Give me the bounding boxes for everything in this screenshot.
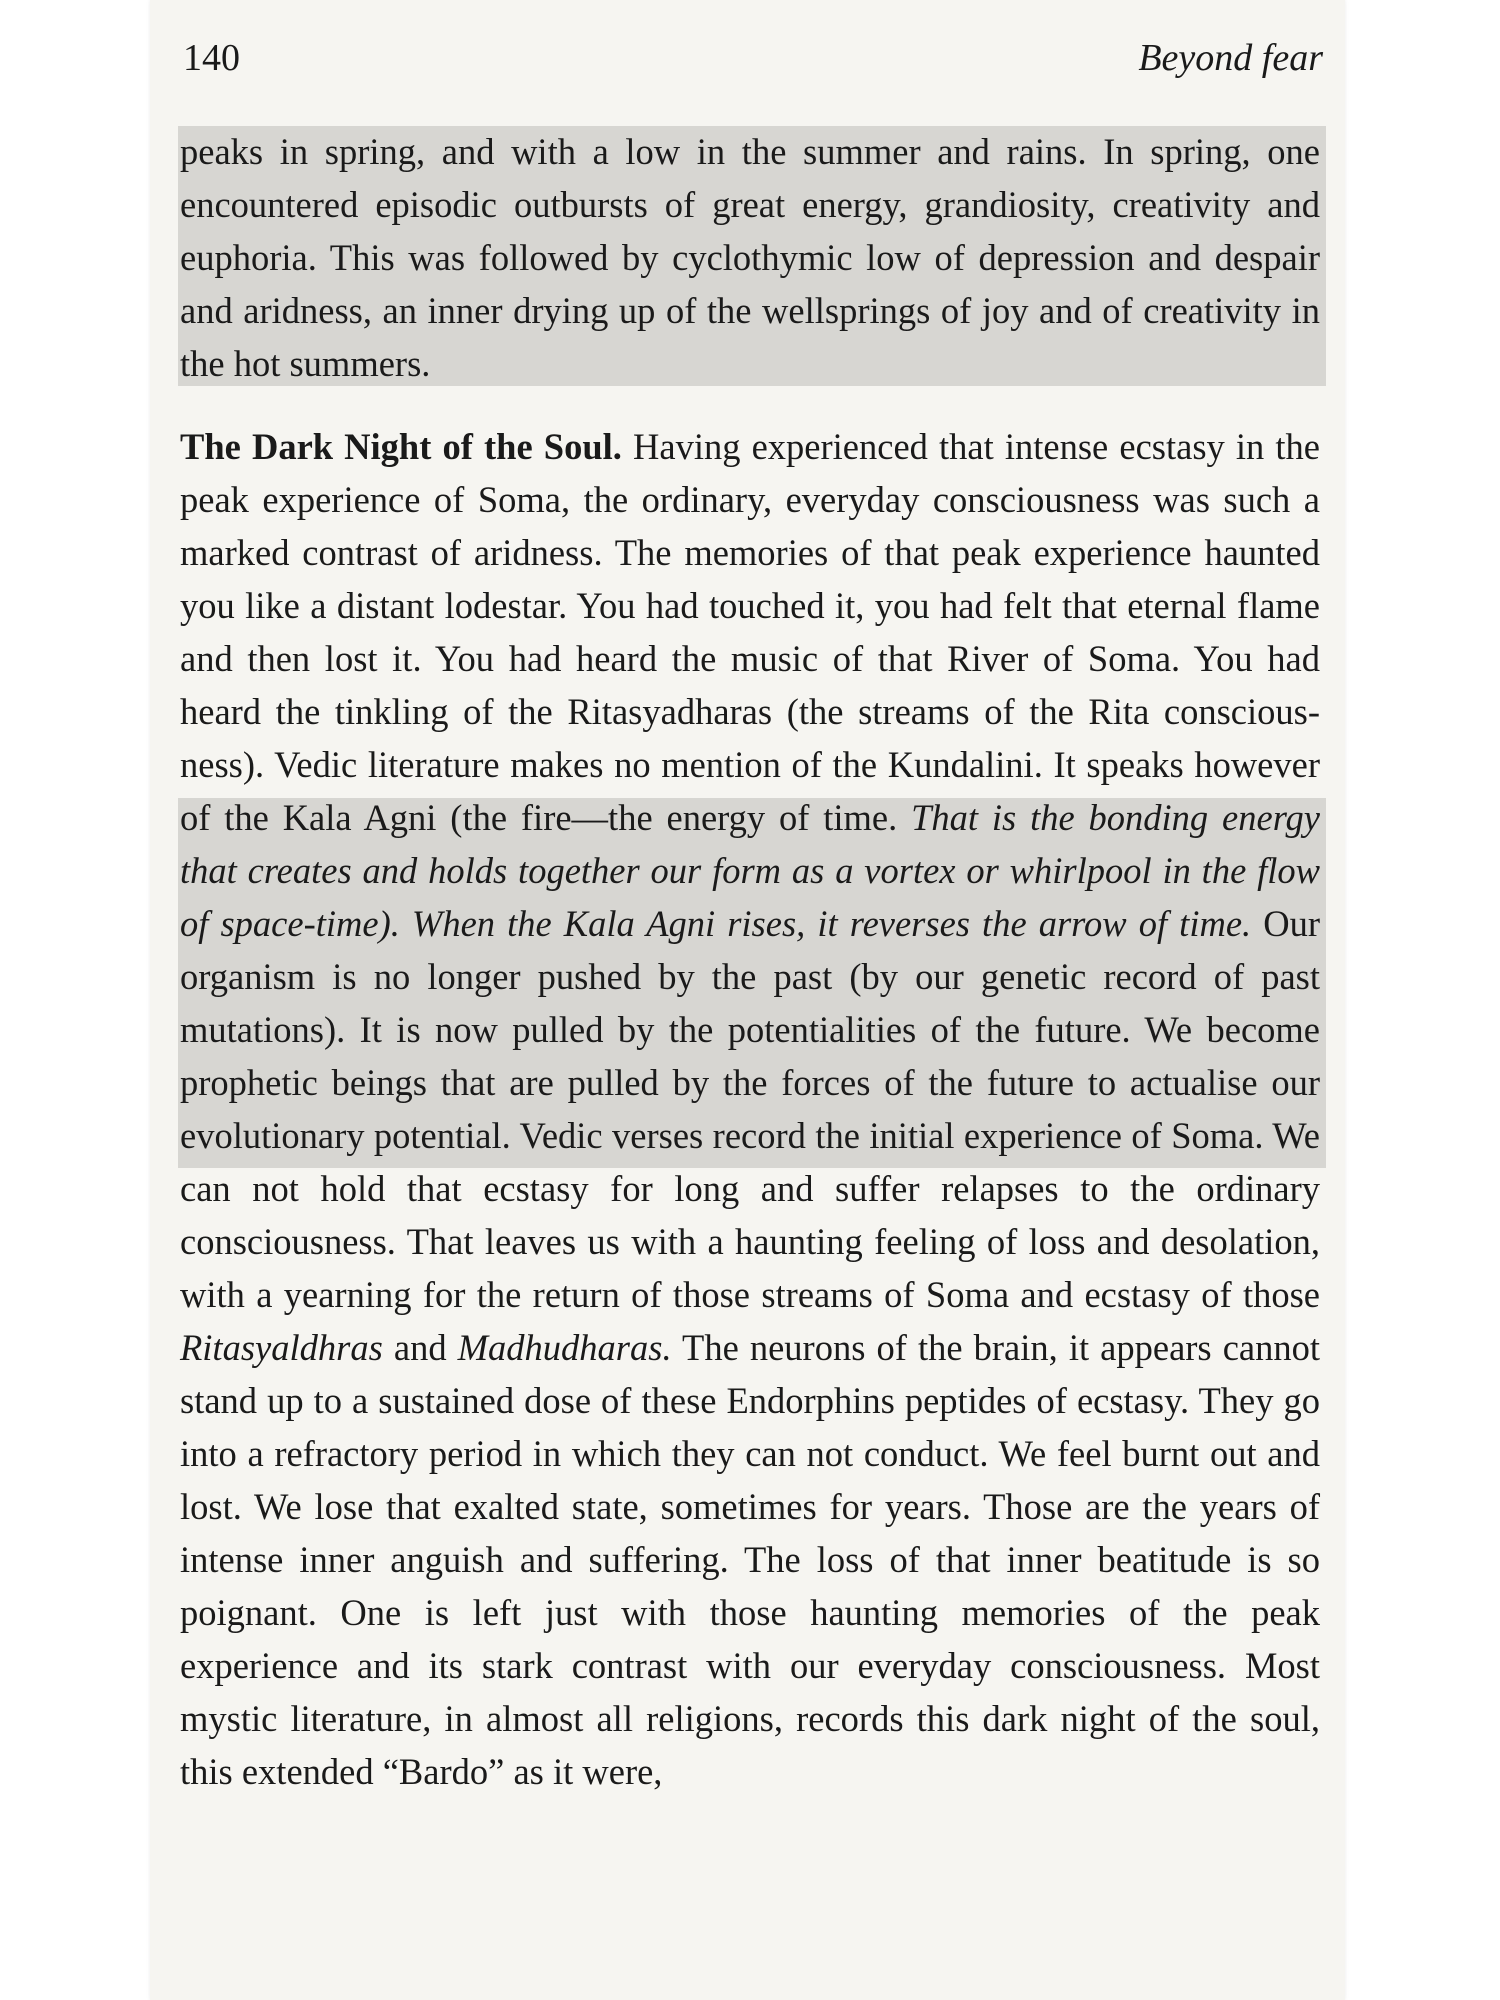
- paragraph-2-text-a: Having experienced that intense ecstasy in the peak experience of Soma, the ordinary, everyday consciousness was such a marked contrast of aridness. The memories of that peak experience haunted you like a distant lodestar. You had touched it, you had felt that eternal flame and then lost it. You had heard the music of that River of Soma. You had heard the tinkling of the Ritasyadharas (the streams of the Rita consciousness). Vedic literature makes no mention of the Kundalini. It speaks however of the Kala Agni (the fire—the energy of time.: [180, 426, 1320, 838]
- paragraph-2-italic-b: Ritasyaldhras: [180, 1327, 383, 1368]
- paragraph-2-italic-a: That is the bonding energy that creates and holds together our form as a vortex or whirlpool in the flow of space-time). When the Kala Agni rises, it reverses the arrow of time.: [180, 797, 1320, 944]
- paragraph-2-text-b: Our organism is no longer pushed by the past (by our genetic record of past mutations). It is now pulled by the potentialities of the future. We become prophetic beings that are pulled by the forces of the future to actualise our evolutionary potential. Vedic verses record the initial experience of Soma. We can not hold that ecstasy for long and suffer relapses to the ordinary consciousness. That leaves us with a haunting feeling of loss and desolation, with a yearning for the return of those streams of Soma and ecstasy of those: [180, 903, 1320, 1315]
- paragraph-1-text: peaks in spring, and with a low in the summer and rains. In spring, one encountered episodic outbursts of great energy, grandiosity, creativity and euphoria. This was followed by cyclothymic low of depression and despair and aridness, an inner drying up of the wellsprings of joy and of creativity in the hot summers.: [180, 131, 1320, 384]
- running-title: Beyond fear: [1138, 37, 1323, 79]
- page-number: 140: [183, 37, 240, 79]
- paragraph-dark-night: [180, 420, 1320, 1798]
- paragraph-continued: [180, 125, 1320, 390]
- page-header: [183, 36, 1323, 96]
- paragraph-2-text-c: and: [382, 1327, 458, 1368]
- paragraph-2-text-d: The neurons of the brain, it appears cannot stand up to a sustained dose of these Endorphins peptides of ecstasy. They go into a refractory period in which they can not conduct. We feel burnt out and lost. We lose that exalted state, sometimes for years. Those are the years of intense inner anguish and suffering. The loss of that inner beatitude is so poignant. One is left just with those haunting memories of the peak experience and its stark contrast with our everyday consciousness. Most mystic literature, in almost all religions, records this dark night of the soul, this extended “Bardo” as it were,: [180, 1327, 1320, 1792]
- section-heading: The Dark Night of the Soul.: [180, 426, 622, 467]
- paragraph-2-italic-c: Madhudharas.: [457, 1327, 672, 1368]
